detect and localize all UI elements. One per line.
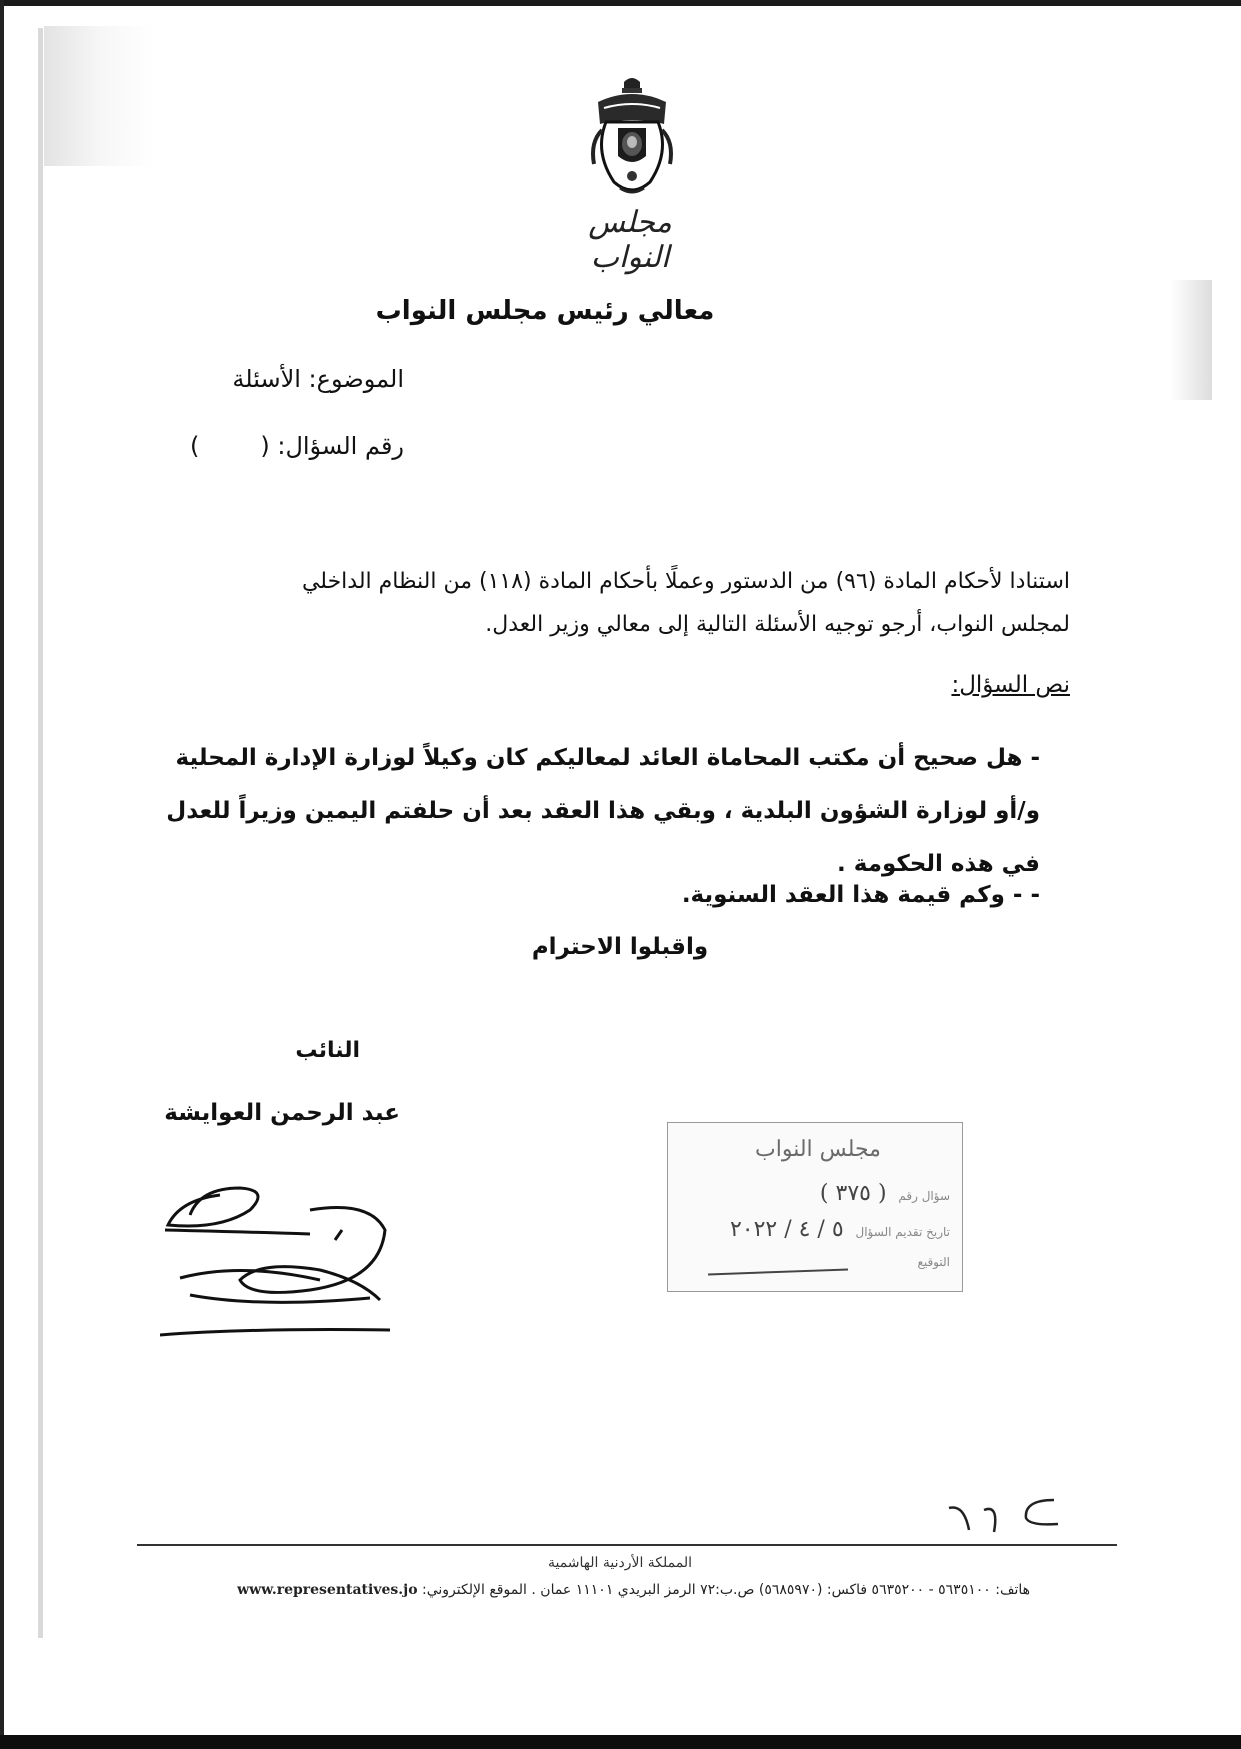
parliament-logo: مجلس النواب bbox=[588, 205, 672, 275]
handwritten-page-number bbox=[944, 1490, 1064, 1540]
stamp-date-value: ٥ / ٤ / ٢٠٢٢ bbox=[729, 1217, 844, 1242]
subject-line: الموضوع: الأسئلة bbox=[232, 365, 404, 393]
signatory-name: عبد الرحمن العوايشة bbox=[164, 1100, 400, 1126]
signatory-label: النائب bbox=[295, 1038, 360, 1063]
stamp-number-label: سؤال رقم bbox=[898, 1189, 950, 1203]
footer-kingdom: المملكة الأردنية الهاشمية bbox=[547, 1555, 693, 1571]
question-item: - هل صحيح أن مكتب المحاماة العائد لمعاليكم كان وكيلاً لوزارة الإدارة المحلية و/أو لوزارة الشؤون البلدية ، وبقي هذا العقد بعد أن حلفتم اليمين وزيراً للعدل في هذه الحكومة . bbox=[166, 745, 1040, 877]
stamp-signature-row bbox=[680, 1255, 950, 1269]
royal-jordan-coat-of-arms-icon bbox=[584, 72, 680, 202]
handwritten-signature bbox=[160, 1170, 400, 1350]
stamp-date-label: تاريخ تقديم السؤال bbox=[855, 1225, 950, 1239]
closing-salutation: واقبلوا الاحترام bbox=[531, 934, 709, 960]
question-heading: نص السؤال: bbox=[951, 672, 1070, 698]
scan-left-border bbox=[0, 0, 4, 1749]
stamp-title: مجلس النواب bbox=[755, 1137, 881, 1162]
stamp-number-value: ( ٣٧٥ ) bbox=[819, 1181, 887, 1206]
scan-edge-shadow bbox=[38, 28, 43, 1638]
question-number-line: رقم السؤال: ( ) bbox=[189, 432, 404, 460]
scan-bottom-border bbox=[0, 1735, 1241, 1749]
scan-right-shadow bbox=[1170, 280, 1212, 400]
intro-line: لمجلس النواب، أرجو توجيه الأسئلة التالية إلى معالي وزير العدل. bbox=[485, 612, 1070, 637]
stamp-date-row bbox=[680, 1217, 950, 1242]
stamp-signature-stroke bbox=[708, 1269, 848, 1276]
intro-paragraph bbox=[140, 560, 1070, 646]
scan-corner-shadow bbox=[44, 26, 154, 166]
intro-line: استنادا لأحكام المادة (٩٦) من الدستور وعملًا بأحكام المادة (١١٨) من النظام الداخلي bbox=[301, 569, 1070, 594]
registration-stamp bbox=[667, 1122, 963, 1292]
stamp-number-row bbox=[680, 1181, 950, 1206]
question-item: - - وكم قيمة هذا العقد السنوية. bbox=[681, 882, 1040, 908]
scan-top-border bbox=[0, 0, 1241, 6]
addressee: معالي رئيس مجلس النواب bbox=[375, 296, 715, 326]
footer-contact-text: هاتف: ٥٦٣٥١٠٠ - ٥٦٣٥٢٠٠ فاكس: (٥٦٨٥٩٧٠) ص.ب:٧٢ الرمز البريدي ١١١٠١ عمان . الموقع الإلكتروني: bbox=[422, 1582, 1030, 1598]
footer-divider bbox=[137, 1544, 1117, 1546]
footer-website-link[interactable]: www.representatives.jo bbox=[237, 1582, 418, 1598]
footer-contact bbox=[130, 1582, 1030, 1598]
stamp-signature-label: التوقيع bbox=[917, 1255, 950, 1269]
